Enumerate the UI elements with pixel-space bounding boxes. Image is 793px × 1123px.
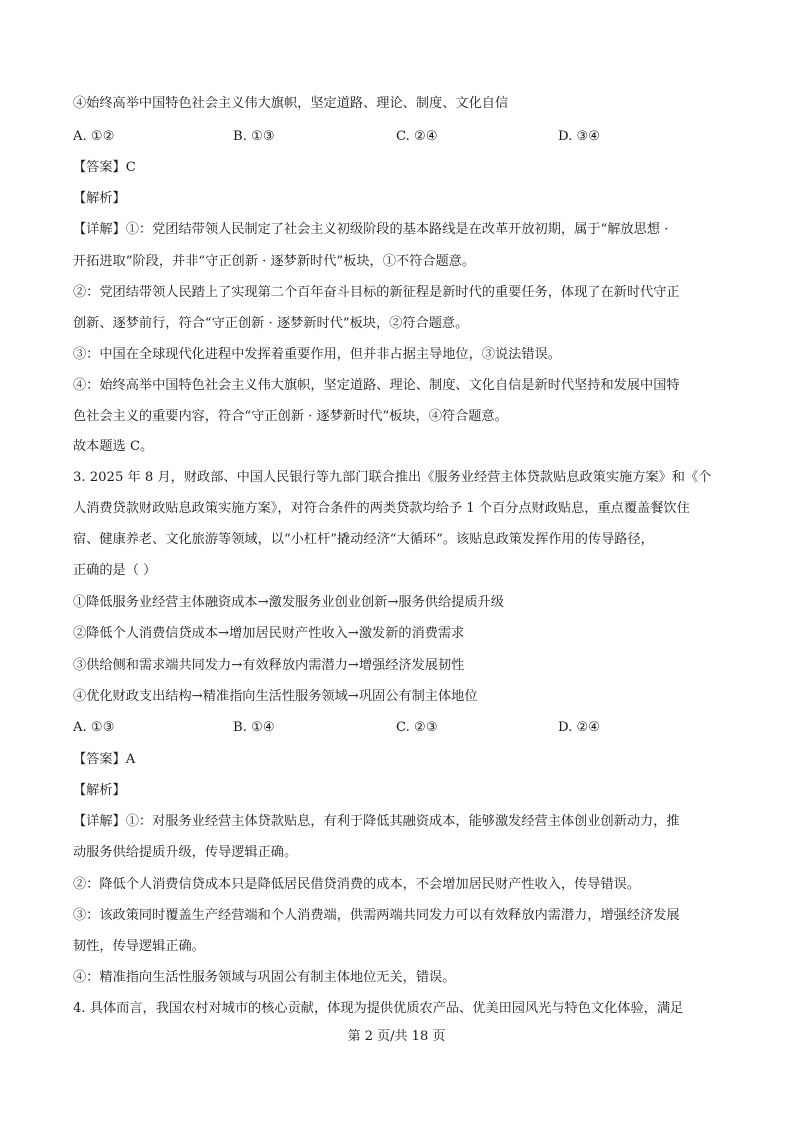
q2-option-c: C. ②④ [396, 129, 438, 144]
page-footer: 第 2 页/共 18 页 [347, 1029, 446, 1044]
q2-conclusion: 故本题选 C。 [73, 439, 154, 454]
q4-stem-line: 4. 具体而言，我国农村对城市的核心贡献，体现为提供优质农产品、优美田园风光与特色文化体验，满足 [73, 1001, 684, 1016]
q2-option-a: A. ①② [73, 129, 115, 144]
q2-answer: 【答案】C [73, 160, 136, 175]
q2-item-4: ④始终高举中国特色社会主义伟大旗帜，坚定道路、理论、制度、文化自信 [73, 96, 509, 111]
q2-detail-line: 开拓进取”阶段，并非“守正创新 · 逐梦新时代”板块，①不符合题意。 [73, 254, 476, 269]
q2-detail-line: 色社会主义的重要内容，符合“守正创新 · 逐梦新时代”板块，④符合题意。 [73, 409, 508, 424]
q2-detail-line: ④：始终高举中国特色社会主义伟大旗帜，坚定道路、理论、制度、文化自信是新时代坚持和发展中国特 [73, 378, 680, 393]
q3-item-3: ③供给侧和需求端共同发力→有效释放内需潜力→增强经济发展韧性 [73, 658, 465, 673]
q3-answer: 【答案】A [73, 752, 136, 767]
q3-detail-line: ③：该政策同时覆盖生产经营端和个人消费端，供需两端共同发力可以有效释放内需潜力，增强经济发展 [73, 908, 680, 923]
q2-detail-line: 【详解】①：党团结带领人民制定了社会主义初级阶段的基本路线是在改革开放初期，属于“解放思想 · [73, 222, 669, 237]
q3-detail-line: ④：精准指向生活性服务领域与巩固公有制主体地位无关，错误。 [73, 970, 456, 985]
q3-detail-line: 动服务供给提质升级，传导逻辑正确。 [73, 845, 298, 860]
q3-stem-line: 3. 2025 年 8 月，财政部、中国人民银行等九部门联合推出《服务业经营主体贷款贴息政策实施方案》和《个 [73, 470, 712, 485]
q3-detail-line: 韧性，传导逻辑正确。 [73, 939, 205, 954]
q3-option-a: A. ①③ [73, 720, 115, 735]
q3-item-1: ①降低服务业经营主体融资成本→激发服务业创业创新→服务供给提质升级 [73, 595, 504, 610]
q3-stem-line: 人消费贷款财政贴息政策实施方案》，对符合条件的两类贷款均给予 1 个百分点财政贴息，重点覆盖餐饮住 [73, 501, 690, 516]
q3-item-2: ②降低个人消费信贷成本→增加居民财产性收入→激发新的消费需求 [73, 626, 465, 641]
q3-detail-line: 【详解】①：对服务业经营主体贷款贴息，有利于降低其融资成本，能够激发经营主体创业创新动力，推 [73, 814, 680, 829]
q3-option-d: D. ②④ [558, 720, 601, 735]
q2-analysis-label: 【解析】 [73, 191, 126, 206]
q2-detail-line: 创新、逐梦前行，符合“守正创新 · 逐梦新时代”板块，②符合题意。 [73, 316, 469, 331]
q3-analysis-label: 【解析】 [73, 783, 126, 798]
q3-item-4: ④优化财政支出结构→精准指向生活性服务领域→巩固公有制主体地位 [73, 689, 478, 704]
q3-option-b: B. ①④ [233, 720, 275, 735]
q3-option-c: C. ②③ [396, 720, 438, 735]
q3-detail-line: ②：降低个人消费信贷成本只是降低居民借贷消费的成本，不会增加居民财产性收入，传导错误。 [73, 877, 641, 892]
q2-detail-line: ③：中国在全球现代化进程中发挥着重要作用，但并非占据主导地位，③说法错误。 [73, 347, 561, 362]
q2-option-d: D. ③④ [558, 129, 601, 144]
q2-options [73, 127, 723, 147]
q3-stem-line: 宿、健康养老、文化旅游等领域，以“小杠杆”撬动经济“大循环”。该贴息政策发挥作用的传导路径， [73, 532, 654, 547]
q3-stem-line: 正确的是（ ） [73, 563, 157, 578]
q2-detail-line: ②：党团结带领人民踏上了实现第二个百年奋斗目标的新征程是新时代的重要任务，体现了在新时代守正 [73, 285, 680, 300]
q3-options [73, 718, 723, 738]
q2-option-b: B. ①③ [233, 129, 275, 144]
